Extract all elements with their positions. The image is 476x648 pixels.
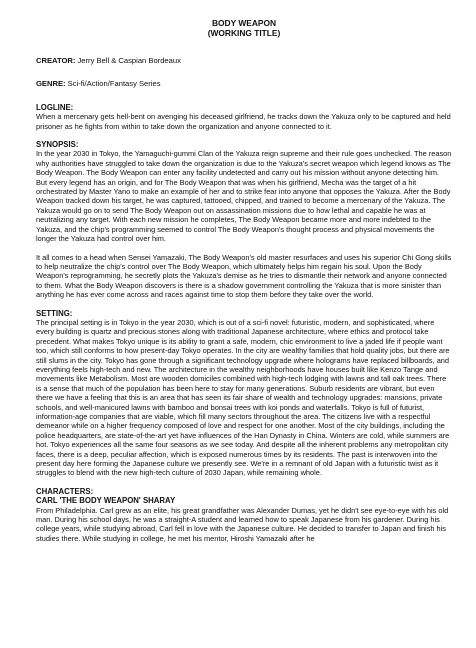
title-line-2: (WORKING TITLE): [207, 28, 281, 38]
logline-heading: LOGLINE:: [36, 102, 74, 112]
setting-section: [36, 309, 452, 478]
logline-text: When a mercenary gets hell-bent on avenging his deceased girlfriend, he tracks down the Yakuza only to be captured and held prisoner as he fights from within to take down the organization and anyone connected to it.: [36, 112, 451, 131]
synopsis-heading: SYNOPSIS:: [36, 140, 79, 150]
genre-value: Sci-fi/Action/Fantasy Series: [65, 79, 161, 89]
character-1-heading: CARL 'THE BODY WEAPON' SHARAY: [36, 496, 176, 506]
setting-heading: SETTING:: [36, 308, 73, 318]
synopsis-paragraph-2: It all comes to a head when Sensei Yamazaki, The Body Weapon's old master resurfaces and uses his superior Chi Gong skills to help neutralize the chip's control over The Body Weapon, which ultimately helps him regain his soul. Upon the Body Weapon's reprogramming, he secretly plots the Yakuza's demise as he tries to dismantle their network and anyone connected to them. What the Body Weapon discovers is there is a shadow government controlling the Yakuza that is more sinister than anything he has ever come across and races against time to stop them before they take over the world.: [36, 252, 452, 300]
synopsis-section: [36, 140, 452, 300]
characters-section: [36, 487, 452, 543]
logline-section: [36, 103, 452, 131]
creator-line: [36, 56, 452, 65]
genre-label: GENRE:: [36, 79, 66, 89]
characters-heading: CHARACTERS:: [36, 486, 94, 496]
synopsis-paragraph-1: In the year 2030 in Tokyo, the Yamaguchi-gummi Clan of the Yakuza reign supreme and their rule goes unchecked. The reason why authorities have struggled to take down the organization is due to the Yakuza's secret weapon which legend knows as The Body Weapon. The Body Weapon can enter any facility undetected and carry out his mission without anyone detecting him. But every legend has an origin, and for The Body Weapon that was when his girlfriend, Mecha was the target of a hit orchestrated by Master Yano to make an example of her and to strike fear into anyone that opposes the Yakuza. After the Body Weapon tracked down his target, he was captured, tattooed, chipped, and trained to become a mercenary of the Yakuza. The Yakuza would go on to send The Body Weapon out on assassination missions due to how lethal and capable he was at neutralizing any target. With each new mission he completes, The Body Weapon became more and more indebted to the Yakuza, and the chip's programming seemed to control The Body Weapon's thought process and physical movements the longer the Yakuza had control over him.: [36, 149, 452, 244]
creator-value: Jerry Bell & Caspian Bordeaux: [75, 56, 181, 65]
title-line-1: BODY WEAPON: [211, 18, 277, 28]
setting-paragraph-1: The principal setting is in Tokyo in the year 2030, which is out of a sci-fi novel: futuristic, modern, and sophisticated, where every building is quartz and precious stones along with traditional Japanese architecture, where ethics and protocol take precedent. What makes Tokyo unique is its ability to grant a safe, modern, chic environment to live a jaded life if people want too, which still conforms to how present-day Tokyo operates. In the city are wealthy families that hold quality jobs, but there are still slums in the city. Tokyo has gone through a significant technology upgrade where holograms have replaced billboards, and everything feels high-tech and new. The architecture in the wealthy neighborhoods have houses built like Kenzo Tange and movements like Metabolism. Most are wooden domiciles combined with high-tech lodging with lawns and tall oak trees. There is a sense that much of the population has been here to stay for many generations. Suburb residents are vibrant, but even there we have a feeling that this is an area that has seen its fair share of wealth and technology upgrades: mansions, private schools, and well-manicured lawns with bamboo and bonsai trees with koi ponds and waterfalls. Tokyo is full of futurist, information-age companies that are viable, which fill many sectors throughout the area. The citizens live with a respectful demeanor while on a higher frequency composed of love and respect for one another. Most of the city buildings, including the police headquarters, are state-of-the-art yet have influences of the Han Dynasty in China. Winters are cold, while summers are hot. Tokyo experiences all the same four seasons as we see today. And despite all the inherent problems any metropolitan city faces, there is a deep, peculiar affection, which is exposed numerous times by its residents. The past is interwoven into the present day here forming the Japanese culture we presently see. We're in a remnant of old Japan with a futuristic twist as it struggles to blend with the new high-tech culture of 2030 Japan, while remaining whole.: [36, 317, 450, 478]
creator-label: CREATOR:: [36, 56, 76, 65]
character-1-paragraph: From Philadelphia. Carl grew as an elite, his great grandfather was Alexander Dumas, yet he didn't see eye-to-eye with his old man. During his school days, he was a straight-A student and learned how to speak Japanese from his gardener. During his college years, while studying abroad, Carl fell in love with the Japanese culture. He decided to transfer to Japan and finish his studies there. While studying in college, he met his mentor, Hiroshi Yamazaki after he: [36, 505, 449, 543]
document-title: [36, 18, 452, 38]
genre-line: [36, 79, 452, 88]
